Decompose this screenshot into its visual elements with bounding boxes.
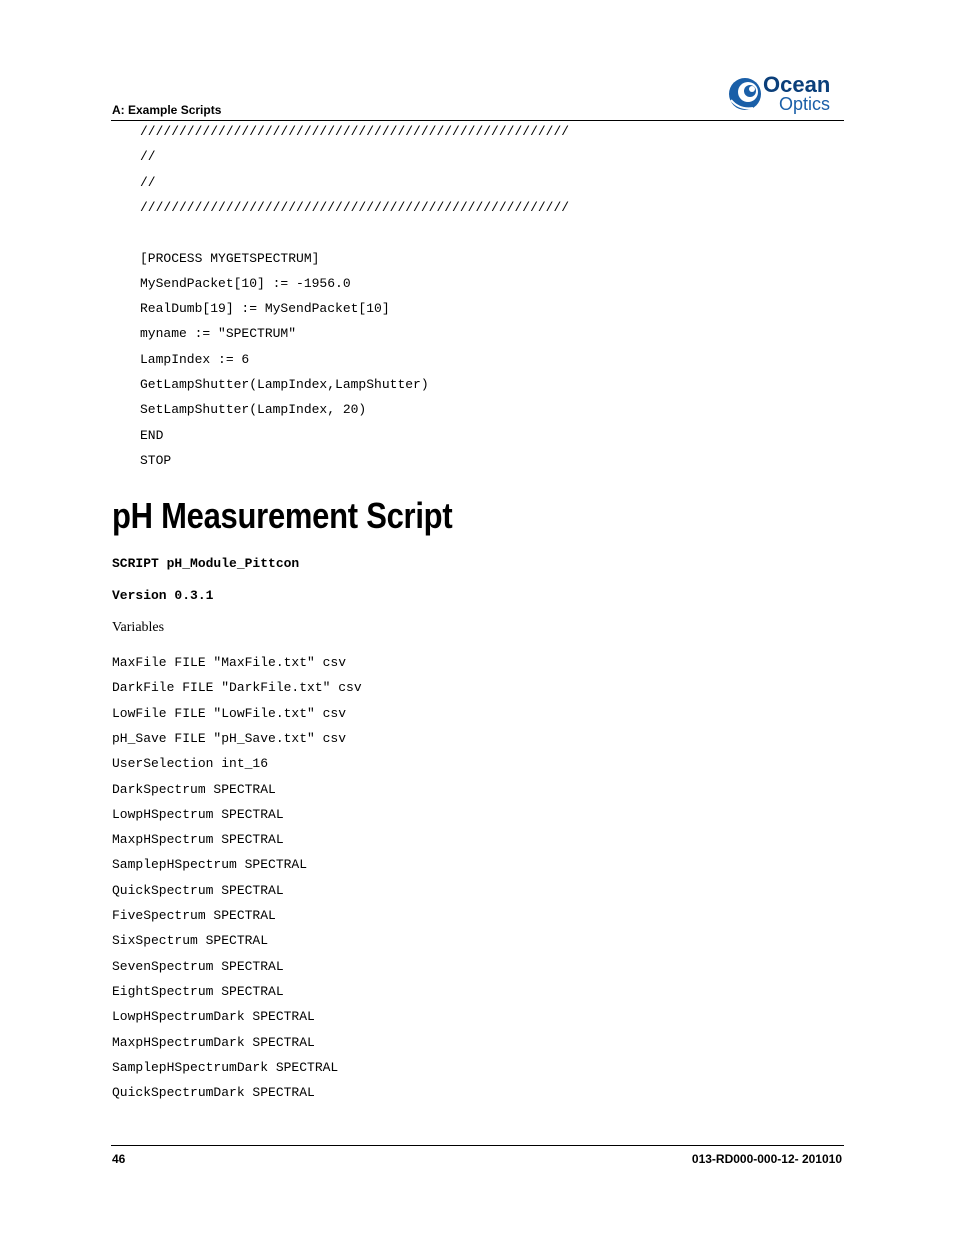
code-line: DarkFile FILE "DarkFile.txt" csv — [112, 680, 362, 696]
code-line: GetLampShutter(LampIndex,LampShutter) — [140, 377, 429, 392]
code-line: LowpHSpectrumDark SPECTRAL — [112, 1009, 315, 1025]
section-heading: pH Measurement Script — [112, 495, 453, 536]
ocean-optics-logo — [727, 70, 847, 118]
code-line: QuickSpectrumDark SPECTRAL — [112, 1085, 315, 1101]
code-line: UserSelection int_16 — [112, 756, 269, 772]
code-line: FiveSpectrum SPECTRAL — [112, 908, 276, 923]
header-section-title: A: Example Scripts — [112, 103, 222, 117]
header-rule — [111, 120, 844, 121]
code-line: EightSpectrum SPECTRAL — [112, 983, 284, 999]
code-line: MaxFile FILE "MaxFile.txt" csv — [112, 655, 347, 670]
code-line: pH_Save FILE "pH_Save.txt" csv — [112, 730, 347, 746]
code-line: // — [140, 174, 156, 190]
code-line: MySendPacket[10] := -1956.0 — [140, 275, 351, 291]
code-line: SixSpectrum SPECTRAL — [112, 933, 269, 949]
ocean-logo-icon — [727, 70, 847, 118]
footer-rule — [111, 1145, 844, 1146]
code-line: MaxpHSpectrum SPECTRAL — [112, 832, 284, 848]
code-line: [PROCESS MYGETSPECTRUM] — [140, 250, 320, 266]
code-line: LowpHSpectrum SPECTRAL — [112, 806, 284, 822]
script-declaration: SCRIPT pH_Module_Pittcon — [112, 556, 300, 571]
code-line: LampIndex := 6 — [140, 351, 250, 367]
code-line: SamplepHSpectrum SPECTRAL — [112, 857, 308, 873]
code-line: END — [140, 427, 164, 443]
logo-word-optics: Optics — [779, 94, 831, 114]
version-line: Version 0.3.1 — [112, 588, 214, 603]
code-line: RealDumb[19] := MySendPacket[10] — [140, 301, 390, 317]
page-number: 46 — [112, 1152, 126, 1166]
code-line: // — [140, 149, 156, 165]
code-line: /////////////////////////////////////////////////////// — [140, 199, 570, 215]
code-line: QuickSpectrum SPECTRAL — [112, 882, 284, 898]
code-line: DarkSpectrum SPECTRAL — [112, 781, 276, 797]
logo-word-ocean: Ocean — [763, 72, 831, 97]
code-line: STOP — [140, 452, 172, 468]
code-line: MaxpHSpectrumDark SPECTRAL — [112, 1034, 315, 1050]
code-line: SevenSpectrum SPECTRAL — [112, 958, 284, 974]
code-line: LowFile FILE "LowFile.txt" csv — [112, 705, 347, 721]
code-line: SetLampShutter(LampIndex, 20) — [140, 402, 367, 418]
document-id: 013-RD000-000-12- 201010 — [691, 1152, 842, 1166]
code-line: myname := "SPECTRUM" — [140, 326, 297, 342]
code-line: /////////////////////////////////////////////////////// — [140, 124, 570, 139]
code-line: SamplepHSpectrumDark SPECTRAL — [112, 1059, 339, 1075]
variables-label: Variables — [112, 620, 165, 635]
